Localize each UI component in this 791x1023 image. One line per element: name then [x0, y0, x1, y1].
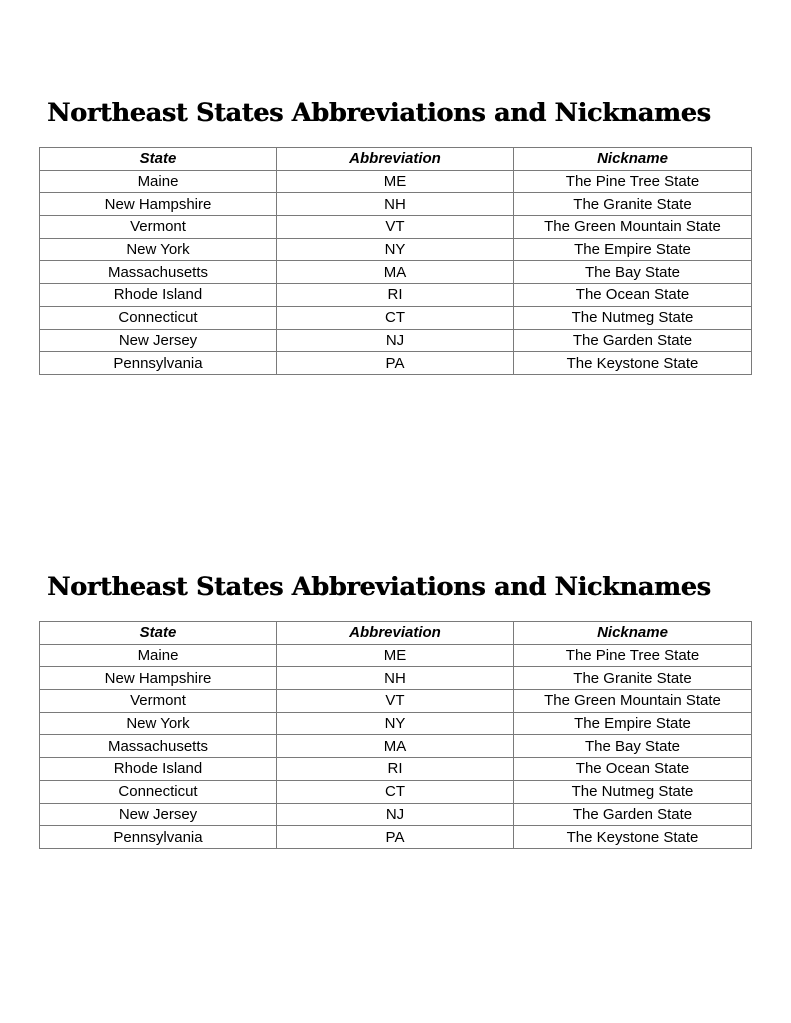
- state-cell: Pennsylvania: [40, 352, 277, 375]
- states-table: [39, 147, 752, 375]
- abbreviation-cell: RI: [277, 758, 514, 781]
- nickname-cell: The Bay State: [514, 735, 752, 758]
- abbreviation-cell: NH: [277, 667, 514, 690]
- table-row: [40, 193, 752, 216]
- table-header-row: [40, 148, 752, 171]
- abbreviation-cell: NY: [277, 238, 514, 261]
- table-row: [40, 667, 752, 690]
- nickname-cell: The Green Mountain State: [514, 690, 752, 713]
- header-nickname: Nickname: [514, 622, 752, 645]
- nickname-cell: The Ocean State: [514, 758, 752, 781]
- abbreviation-cell: MA: [277, 261, 514, 284]
- abbreviation-cell: VT: [277, 690, 514, 713]
- table-row: [40, 261, 752, 284]
- nickname-cell: The Keystone State: [514, 352, 752, 375]
- table-row: [40, 284, 752, 307]
- table-row: [40, 216, 752, 239]
- state-cell: New Jersey: [40, 803, 277, 826]
- header-abbreviation: Abbreviation: [277, 148, 514, 171]
- nickname-cell: The Garden State: [514, 329, 752, 352]
- table-row: [40, 644, 752, 667]
- state-cell: Rhode Island: [40, 284, 277, 307]
- table-row: [40, 352, 752, 375]
- nickname-cell: The Granite State: [514, 667, 752, 690]
- state-cell: New Hampshire: [40, 193, 277, 216]
- table-row: [40, 170, 752, 193]
- header-state: State: [40, 148, 277, 171]
- state-cell: Maine: [40, 644, 277, 667]
- header-abbreviation: Abbreviation: [277, 622, 514, 645]
- state-cell: New York: [40, 712, 277, 735]
- state-cell: New Jersey: [40, 329, 277, 352]
- table-row: [40, 712, 752, 735]
- nickname-cell: The Nutmeg State: [514, 306, 752, 329]
- state-cell: Connecticut: [40, 780, 277, 803]
- section-title: Northeast States Abbreviations and Nicknames: [47, 572, 711, 602]
- state-cell: Connecticut: [40, 306, 277, 329]
- abbreviation-cell: NH: [277, 193, 514, 216]
- abbreviation-cell: ME: [277, 170, 514, 193]
- table-row: [40, 238, 752, 261]
- abbreviation-cell: PA: [277, 826, 514, 849]
- nickname-cell: The Empire State: [514, 238, 752, 261]
- nickname-cell: The Ocean State: [514, 284, 752, 307]
- table-row: [40, 826, 752, 849]
- table-row: [40, 735, 752, 758]
- state-cell: New Hampshire: [40, 667, 277, 690]
- nickname-cell: The Bay State: [514, 261, 752, 284]
- header-nickname: Nickname: [514, 148, 752, 171]
- abbreviation-cell: VT: [277, 216, 514, 239]
- nickname-cell: The Granite State: [514, 193, 752, 216]
- nickname-cell: The Nutmeg State: [514, 780, 752, 803]
- abbreviation-cell: NJ: [277, 329, 514, 352]
- table-row: [40, 758, 752, 781]
- state-cell: Vermont: [40, 216, 277, 239]
- section-title: Northeast States Abbreviations and Nicknames: [47, 98, 711, 128]
- table-row: [40, 329, 752, 352]
- abbreviation-cell: ME: [277, 644, 514, 667]
- nickname-cell: The Green Mountain State: [514, 216, 752, 239]
- header-state: State: [40, 622, 277, 645]
- table-row: [40, 780, 752, 803]
- state-cell: Massachusetts: [40, 261, 277, 284]
- table-row: [40, 306, 752, 329]
- state-cell: Massachusetts: [40, 735, 277, 758]
- nickname-cell: The Keystone State: [514, 826, 752, 849]
- abbreviation-cell: CT: [277, 306, 514, 329]
- table-row: [40, 803, 752, 826]
- nickname-cell: The Empire State: [514, 712, 752, 735]
- nickname-cell: The Pine Tree State: [514, 170, 752, 193]
- abbreviation-cell: RI: [277, 284, 514, 307]
- abbreviation-cell: MA: [277, 735, 514, 758]
- state-cell: New York: [40, 238, 277, 261]
- nickname-cell: The Pine Tree State: [514, 644, 752, 667]
- abbreviation-cell: NJ: [277, 803, 514, 826]
- abbreviation-cell: NY: [277, 712, 514, 735]
- state-cell: Rhode Island: [40, 758, 277, 781]
- nickname-cell: The Garden State: [514, 803, 752, 826]
- table-header-row: [40, 622, 752, 645]
- states-table: [39, 621, 752, 849]
- state-cell: Maine: [40, 170, 277, 193]
- abbreviation-cell: CT: [277, 780, 514, 803]
- table-row: [40, 690, 752, 713]
- state-cell: Pennsylvania: [40, 826, 277, 849]
- state-cell: Vermont: [40, 690, 277, 713]
- abbreviation-cell: PA: [277, 352, 514, 375]
